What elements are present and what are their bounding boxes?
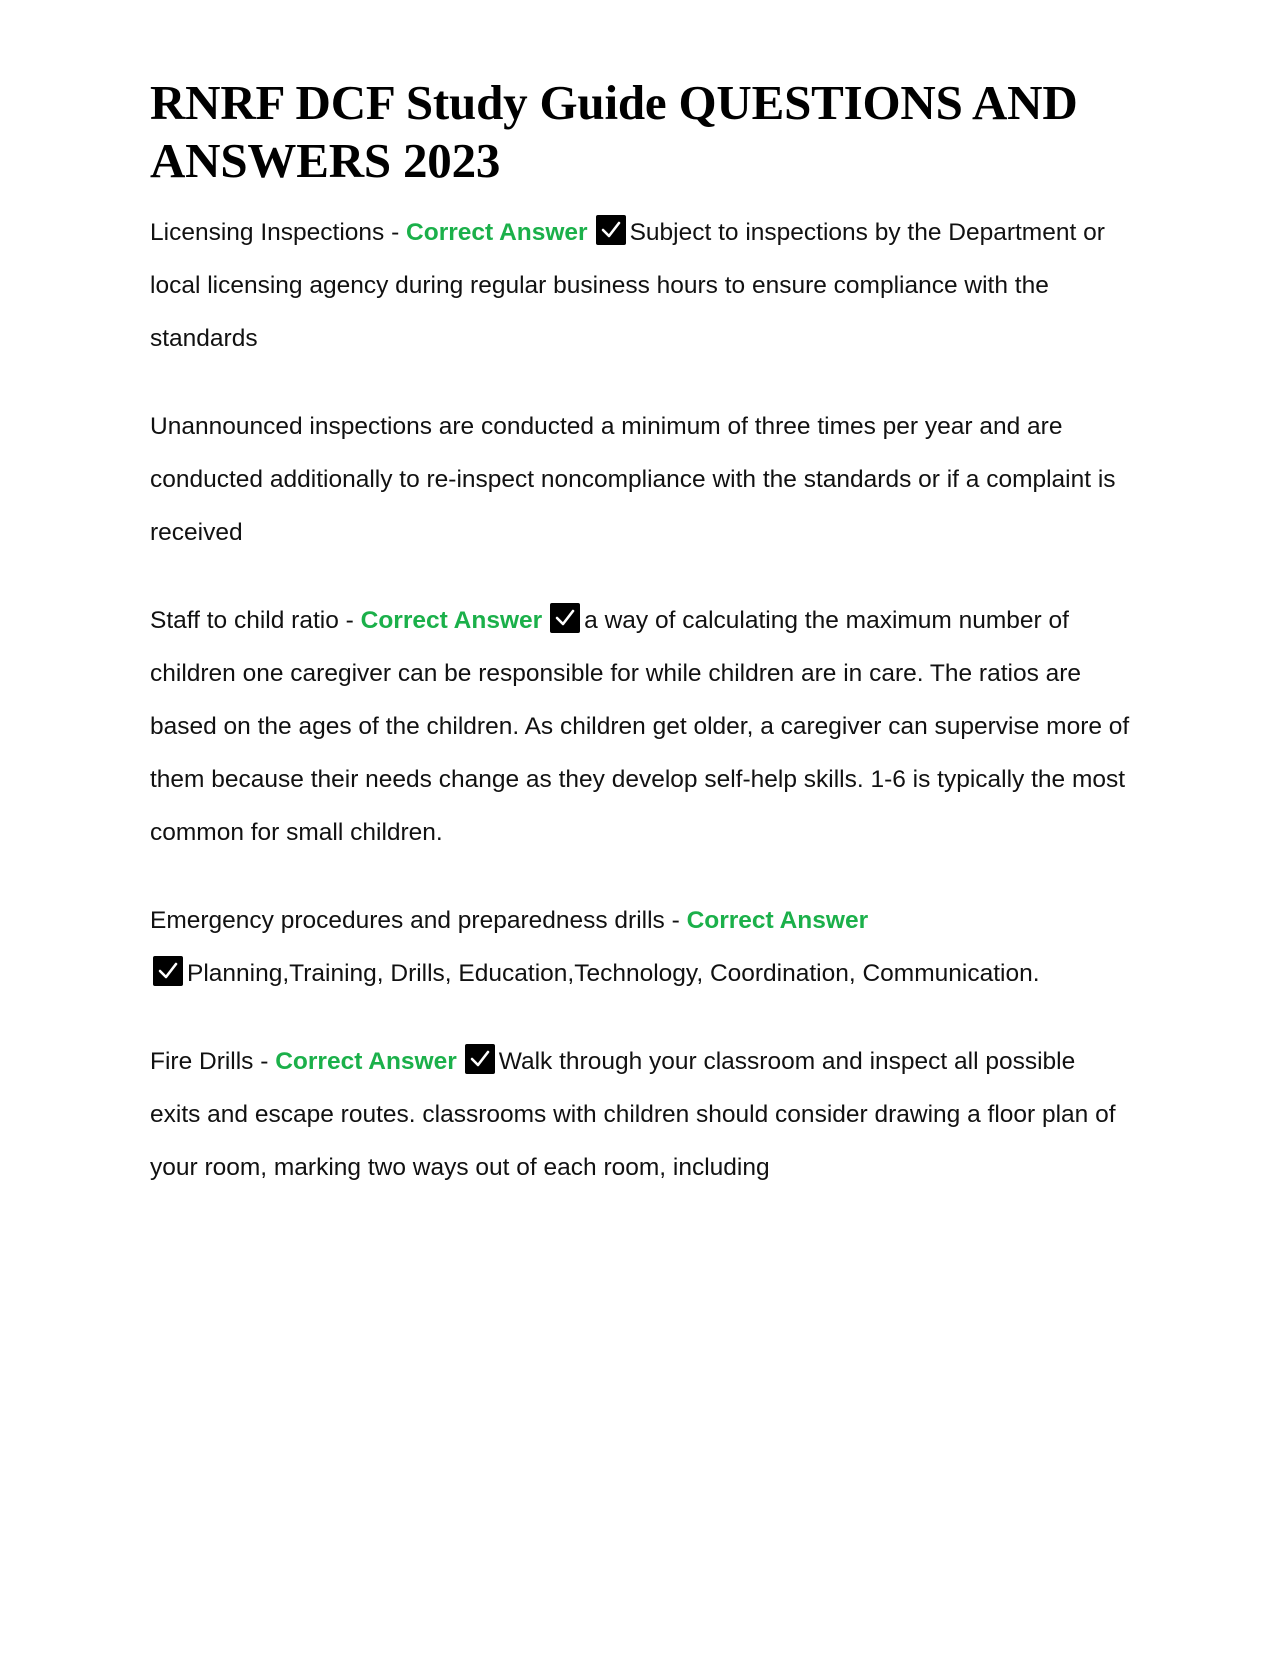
- correct-answer-label: Correct Answer: [406, 219, 588, 246]
- qa-item-emergency-procedures: [150, 894, 1130, 1000]
- answer-text: Walk through your classroom and inspect all possible exits and escape routes. classrooms with children should consider drawing a floor plan of your room, marking two ways out of each room, including: [150, 1048, 1116, 1181]
- qa-item-fire-drills: [150, 1035, 1130, 1194]
- question-text: Emergency procedures and preparedness drills -: [150, 907, 687, 934]
- answer-text: a way of calculating the maximum number of children one caregiver can be responsible for while children are in care. The ratios are based on the ages of the children. As children get older, a caregiver can supervise more of them because their needs change as they develop self-help skills. 1-6 is typically the most common for small children.: [150, 607, 1130, 846]
- answer-text: Unannounced inspections are conducted a minimum of three times per year and are conducted additionally to re-inspect noncompliance with the standards or if a complaint is received: [150, 413, 1116, 546]
- correct-answer-label: Correct Answer: [275, 1048, 457, 1075]
- qa-item-staff-child-ratio: [150, 594, 1130, 859]
- correct-answer-label: Correct Answer: [360, 607, 543, 634]
- qa-item-unannounced-inspections: [150, 400, 1130, 559]
- question-text: Licensing Inspections -: [150, 219, 407, 246]
- answer-text: Subject to inspections by the Department or local licensing agency during regular business hours to ensure compliance with the standards: [150, 219, 1105, 352]
- document-content: [150, 74, 1130, 1194]
- question-text: Staff to child ratio -: [150, 607, 361, 634]
- correct-answer-label: Correct Answer: [686, 907, 869, 934]
- check-mark-icon: [550, 603, 580, 633]
- check-mark-icon: [153, 956, 183, 986]
- qa-item-licensing-inspections: [150, 206, 1130, 365]
- answer-text: Planning,Training, Drills, Education,Technology, Coordination, Communication.: [187, 960, 1040, 987]
- question-text: Fire Drills -: [150, 1048, 276, 1075]
- page-title: RNRF DCF Study Guide QUESTIONS AND ANSWERS 2023: [150, 75, 1078, 188]
- check-mark-icon: [596, 215, 626, 245]
- check-mark-icon: [465, 1044, 495, 1074]
